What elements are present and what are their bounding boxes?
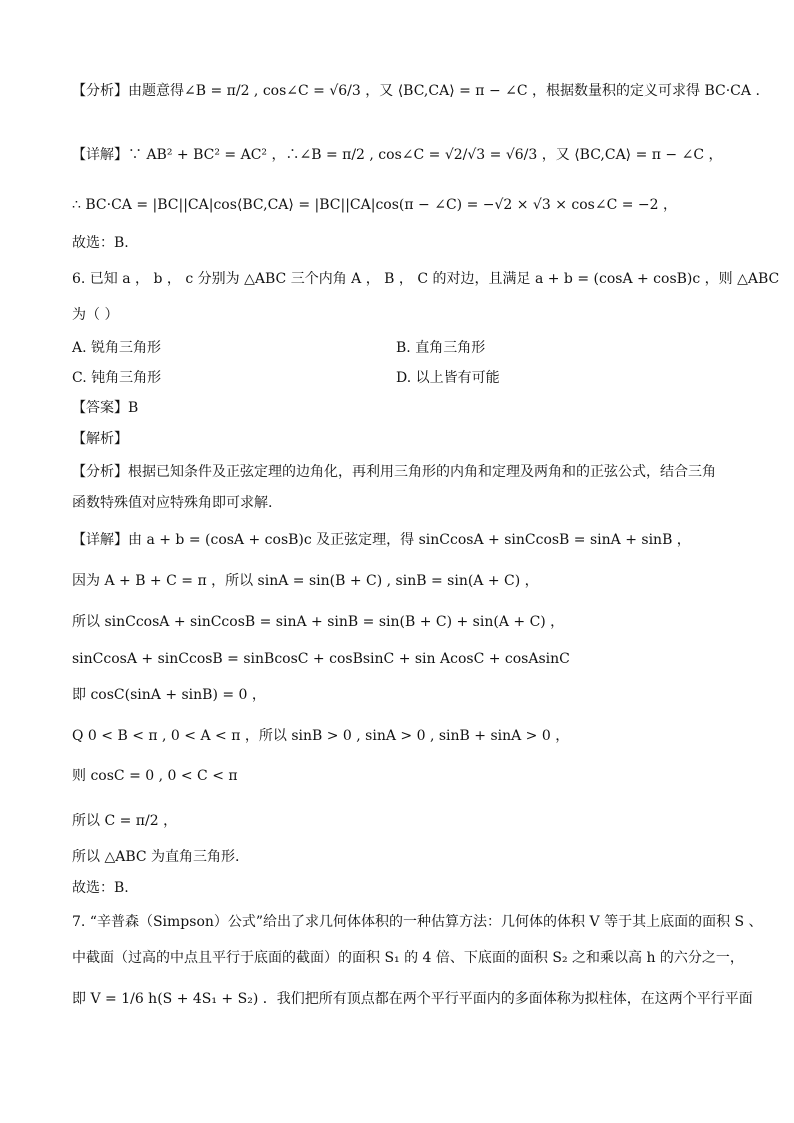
- option-c: C. 钝角三角形: [72, 370, 162, 386]
- question-6-stem-cont: 为（ ）: [72, 307, 119, 323]
- detail-line-2: ∴ BC·CA = |BC||CA|cos⟨BC,CA⟩ = |BC||CA|cos(π − ∠C) = −√2 × √3 × cos∠C = −2 ，: [72, 197, 678, 213]
- option-b: B. 直角三角形: [396, 340, 486, 356]
- detail-line-1: 【详解】∵ AB² + BC² = AC² ，∴∠B = π/2 , cos∠C = √2/√3 = √6/3 ，又 ⟨BC,CA⟩ = π − ∠C ，: [72, 147, 723, 163]
- question-7-line-2: 中截面（过高的中点且平行于底面的截面）的面积 S₁ 的 4 倍、下底面的面积 S₂ 之和乘以高 h 的六分之一，: [72, 950, 744, 966]
- option-a: A. 锐角三角形: [72, 340, 162, 356]
- detail-6-line-3: 所以 sinCcosA + sinCcosB = sinA + sinB = sin(B + C) + sin(A + C) ，: [72, 614, 565, 630]
- answer-choice-line-2: 故选：B.: [72, 880, 129, 896]
- detail-6-line-7: 则 cosC = 0 , 0 < C < π: [72, 768, 238, 784]
- solution-label: 【解析】: [72, 431, 128, 447]
- question-7-line-1: 7. “辛普森（Simpson）公式”给出了求几何体体积的一种估算方法：几何体的体积 V 等于其上底面的面积 S 、: [72, 914, 763, 930]
- analysis-line-1: 【分析】由题意得∠B = π/2 , cos∠C = √6/3 ，又 ⟨BC,CA⟩ = π − ∠C ，根据数量积的定义可求得 BC·CA .: [72, 83, 760, 99]
- option-d: D. 以上皆有可能: [396, 370, 500, 386]
- question-7-line-3: 即 V = 1/6 h(S + 4S₁ + S₂) ．我们把所有顶点都在两个平行平面内的多面体称为拟柱体，在这两个平行平面: [72, 991, 753, 1007]
- detail-6-line-2: 因为 A + B + C = π ，所以 sinA = sin(B + C) , sinB = sin(A + C) ，: [72, 573, 539, 589]
- answer-choice-line: 故选：B.: [72, 235, 129, 251]
- detail-6-line-9: 所以 △ABC 为直角三角形.: [72, 849, 240, 865]
- detail-6-line-6: Q 0 < B < π , 0 < A < π ，所以 sinB > 0 , sinA > 0 , sinB + sinA > 0 ，: [72, 728, 570, 744]
- detail-6-line-8: 所以 C = π/2 ，: [72, 813, 178, 829]
- analysis-line-2: 【分析】根据已知条件及正弦定理的边角化，再利用三角形的内角和定理及两角和的正弦公式，结合三角: [72, 464, 716, 480]
- question-6-stem: 6. 已知 a ， b ， c 分别为 △ABC 三个内角 A ， B ， C 的对边，且满足 a + b = (cosA + cosB)c ，则 △ABC: [72, 271, 780, 287]
- answer-label: 【答案】B: [72, 400, 139, 416]
- detail-6-line-1: 【详解】由 a + b = (cosA + cosB)c 及正弦定理，得 sinCcosA + sinCcosB = sinA + sinB ，: [72, 532, 691, 548]
- detail-6-line-4: sinCcosA + sinCcosB = sinBcosC + cosBsinC + sin AcosC + cosAsinC: [72, 651, 570, 667]
- detail-6-line-5: 即 cosC(sinA + sinB) = 0 ，: [72, 687, 266, 703]
- analysis-line-2-cont: 函数特殊值对应特殊角即可求解.: [72, 495, 273, 511]
